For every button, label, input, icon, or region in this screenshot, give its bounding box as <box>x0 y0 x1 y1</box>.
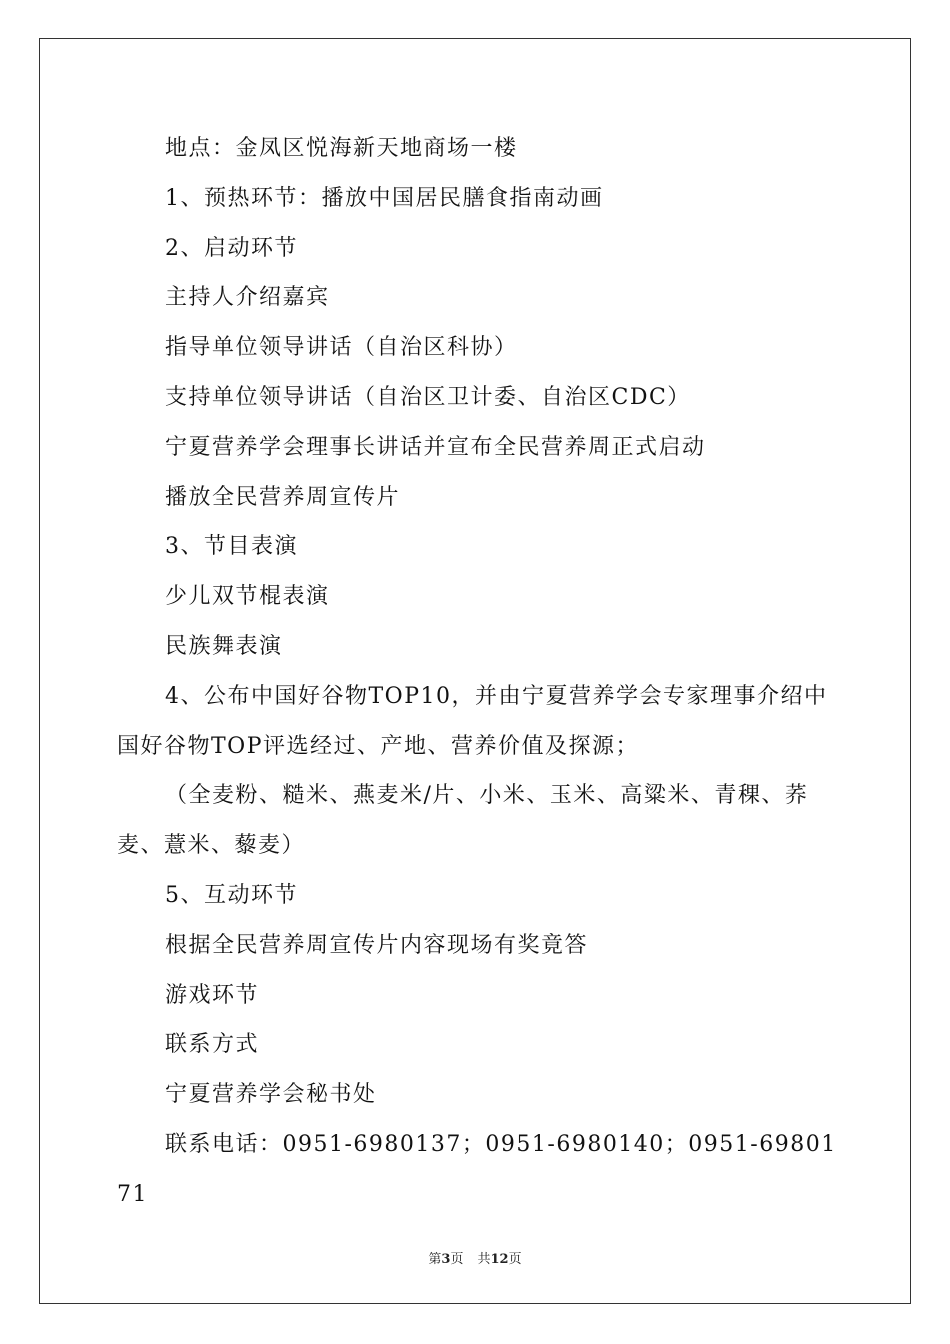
paragraph-support-speech: 支持单位领导讲话（自治区卫计委、自治区CDC） <box>165 384 691 410</box>
paragraph-performance: 3、节目表演 <box>165 534 298 560</box>
paragraph-phone: 联系电话：0951-6980137；0951-6980140；0951-6980171 <box>117 1131 837 1207</box>
footer-page-prefix: 第 <box>428 1252 442 1267</box>
paragraph-interaction: 5、互动环节 <box>165 882 298 908</box>
footer-total-prefix: 共 <box>477 1252 491 1267</box>
paragraph-secretariat: 宁夏营养学会秘书处 <box>165 1082 377 1108</box>
footer-page-suffix: 页 <box>450 1252 464 1267</box>
paragraph-chairman-speech: 宁夏营养学会理事长讲话并宣布全民营养周正式启动 <box>165 434 706 460</box>
paragraph-promo-video: 播放全民营养周宣传片 <box>165 484 401 510</box>
paragraph-contact-heading: 联系方式 <box>165 1032 260 1058</box>
paragraph-grain-list: （全麦粉、糙米、燕麦米/片、小米、玉米、高粱米、青稞、荞麦、薏米、藜麦） <box>117 783 809 859</box>
paragraph-guiding-speech: 指导单位领导讲话（自治区科协） <box>165 335 518 361</box>
paragraph-grain-top10: 4、公布中国好谷物TOP10，并由宁夏营养学会专家理事介绍中国好谷物TOP评选经过、产地、营养价值及探源； <box>117 683 828 759</box>
paragraph-games: 游戏环节 <box>165 982 260 1008</box>
paragraph-location: 地点：金凤区悦海新天地商场一楼 <box>165 136 518 161</box>
paragraph-folk-dance: 民族舞表演 <box>165 633 283 659</box>
document-body <box>117 124 837 1220</box>
paragraph-nunchaku: 少儿双节棍表演 <box>165 584 330 610</box>
footer-total-suffix: 页 <box>508 1252 522 1267</box>
paragraph-warmup: 1、预热环节：播放中国居民膳食指南动画 <box>165 185 604 211</box>
footer-page-total: 12 <box>490 1252 509 1267</box>
paragraph-quiz: 根据全民营养周宣传片内容现场有奖竟答 <box>165 932 589 958</box>
paragraph-launch: 2、启动环节 <box>165 235 298 261</box>
footer-page-current: 3 <box>441 1252 451 1267</box>
paragraph-host: 主持人介绍嘉宾 <box>165 285 330 311</box>
page-footer <box>0 1248 950 1267</box>
